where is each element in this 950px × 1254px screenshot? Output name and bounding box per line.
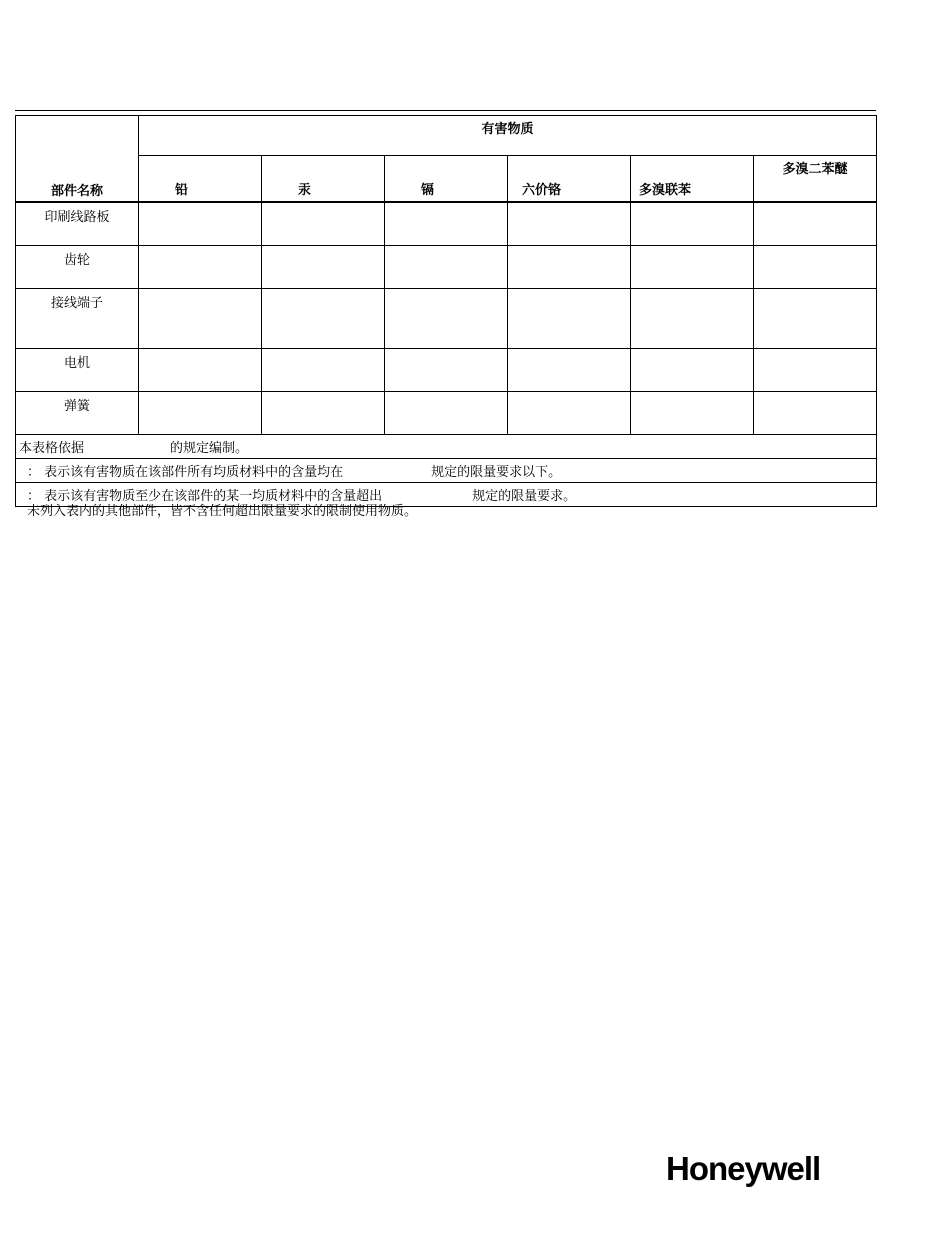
below-limit-note: ： 表示该有害物质在该部件所有均质材料中的含量均在 规定的限量要求以下。 [16, 459, 877, 483]
substance-header-cadmium: 镉 [385, 156, 508, 203]
substance-header-pbb: 多溴联苯 [631, 156, 754, 203]
substance-header-hexavalent-chromium: 六价铬 [508, 156, 631, 203]
substance-header-lead: 铅 [139, 156, 262, 203]
table-cell [631, 392, 754, 435]
exceeds-limit-note: ： 表示该有害物质至少在该部件的某一均质材料中的含量超出 规定的限量要求。 [16, 483, 877, 507]
table-cell [139, 246, 262, 289]
table-row [16, 392, 877, 435]
table-cell [262, 349, 385, 392]
table-cell [754, 349, 877, 392]
hazardous-substances-header: 有害物质 [139, 116, 877, 156]
table-cell [385, 349, 508, 392]
part-name-cell: 印刷线路板 [16, 202, 139, 246]
part-name-cell: 弹簧 [16, 392, 139, 435]
table-basis-note: 本表格依据 的规定编制。 [16, 435, 877, 459]
table-cell [262, 289, 385, 349]
table-cell [754, 202, 877, 246]
table-top-rule [15, 110, 876, 111]
table-row [16, 202, 877, 246]
table-cell [631, 349, 754, 392]
table-cell [631, 202, 754, 246]
table-cell [385, 392, 508, 435]
table-cell [139, 202, 262, 246]
table-cell [139, 349, 262, 392]
table-cell [139, 289, 262, 349]
table-cell [754, 289, 877, 349]
table-cell [385, 246, 508, 289]
table-cell [385, 202, 508, 246]
part-name-cell: 齿轮 [16, 246, 139, 289]
table-cell [631, 246, 754, 289]
table-cell [139, 392, 262, 435]
table-cell [508, 202, 631, 246]
table-cell [631, 289, 754, 349]
part-name-cell: 电机 [16, 349, 139, 392]
part-name-cell: 接线端子 [16, 289, 139, 349]
table-cell [385, 289, 508, 349]
table-cell [508, 289, 631, 349]
table-cell [508, 246, 631, 289]
table-row [16, 289, 877, 349]
hazardous-substances-table [15, 115, 877, 507]
table-cell [262, 202, 385, 246]
unlisted-parts-note: 未列入表内的其他部件，皆不含任何超出限量要求的限制使用物质。 [27, 504, 418, 519]
table-cell [754, 392, 877, 435]
table-cell [508, 392, 631, 435]
table-row [16, 246, 877, 289]
table-row [16, 349, 877, 392]
table-cell [262, 392, 385, 435]
part-name-header: 部件名称 [16, 116, 139, 203]
substance-header-pbde: 多溴二苯醚 [754, 156, 877, 203]
table-cell [754, 246, 877, 289]
honeywell-logo: Honeywell [666, 1150, 821, 1187]
substance-header-mercury: 汞 [262, 156, 385, 203]
table-cell [508, 349, 631, 392]
table-cell [262, 246, 385, 289]
